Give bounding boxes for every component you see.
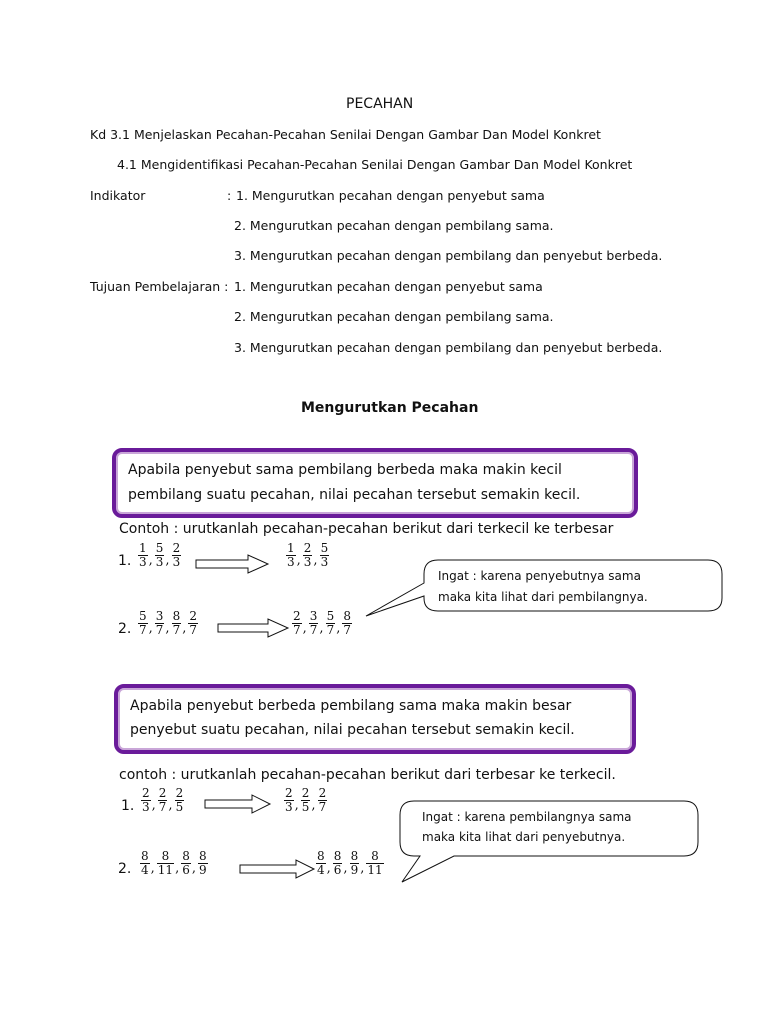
- denominator: 7: [139, 623, 147, 637]
- kd-line-2: 4.1 Mengidentifikasi Pecahan-Pecahan Senilai Dengan Gambar Dan Model Konkret: [117, 157, 633, 172]
- comma-separator: ,: [360, 861, 365, 876]
- denominator: 6: [333, 863, 342, 877]
- numerator: 2: [301, 786, 310, 800]
- bubble-1-line-2: maka kita lihat dari pembilangnya.: [438, 590, 648, 604]
- indikator-item: 2. Mengurutkan pecahan dengan pembilang sama.: [234, 218, 554, 233]
- denominator: 7: [309, 623, 318, 637]
- numerator: 8: [141, 849, 149, 863]
- indikator-label: Indikator: [90, 188, 146, 203]
- comma-separator: ,: [182, 621, 187, 636]
- indikator-item: 1. Mengurutkan pecahan dengan penyebut sama: [236, 188, 545, 203]
- numerator: 5: [326, 609, 335, 623]
- indikator-item: 3. Mengurutkan pecahan dengan pembilang dan penyebut berbeda.: [234, 248, 663, 263]
- numerator: 2: [318, 786, 327, 800]
- comma-separator: ,: [296, 553, 301, 568]
- numerator: 1: [139, 541, 147, 555]
- comma-separator: ,: [165, 621, 170, 636]
- numerator: 3: [155, 609, 164, 623]
- indikator-colon: :: [227, 188, 232, 203]
- arrow-icon: [196, 555, 268, 573]
- numerator: 8: [172, 609, 181, 623]
- denominator: 3: [139, 555, 147, 569]
- rule-2-line-1: Apabila penyebut berbeda pembilang sama maka makin besar: [130, 698, 572, 714]
- numerator: 2: [158, 786, 167, 800]
- bubble-1-line-1: Ingat : karena penyebutnya sama: [438, 569, 641, 583]
- denominator: 3: [287, 555, 295, 569]
- comma-separator: ,: [311, 798, 316, 813]
- numerator: 5: [139, 609, 147, 623]
- numerator: 8: [350, 849, 359, 863]
- denominator: 7: [318, 800, 327, 814]
- comma-separator: ,: [151, 798, 156, 813]
- example-number: 1.: [118, 553, 132, 569]
- denominator: 11: [157, 863, 174, 877]
- denominator: 9: [198, 863, 207, 877]
- comma-separator: ,: [313, 553, 318, 568]
- comma-separator: ,: [150, 861, 155, 876]
- kd-line-1: Kd 3.1 Menjelaskan Pecahan-Pecahan Senilai Dengan Gambar Dan Model Konkret: [90, 127, 601, 142]
- page-title: PECAHAN: [346, 96, 414, 112]
- rule-1-line-2: pembilang suatu pecahan, nilai pecahan tersebut semakin kecil.: [128, 487, 581, 503]
- comma-separator: ,: [336, 621, 341, 636]
- denominator: 5: [301, 800, 310, 814]
- example-number: 2.: [118, 621, 132, 637]
- comma-separator: ,: [175, 861, 180, 876]
- denominator: 5: [175, 800, 184, 814]
- denominator: 3: [142, 800, 150, 814]
- numerator: 1: [287, 541, 295, 555]
- denominator: 6: [182, 863, 190, 877]
- numerator: 2: [142, 786, 150, 800]
- numerator: 8: [317, 849, 325, 863]
- numerator: 8: [182, 849, 190, 863]
- tujuan-item: 3. Mengurutkan pecahan dengan pembilang dan penyebut berbeda.: [234, 340, 663, 355]
- example-number: 2.: [118, 861, 132, 877]
- example-number: 1.: [121, 798, 135, 814]
- numerator: 8: [343, 609, 351, 623]
- denominator: 7: [189, 623, 197, 637]
- denominator: 3: [320, 555, 329, 569]
- comma-separator: ,: [294, 798, 299, 813]
- comma-separator: ,: [165, 553, 170, 568]
- comma-separator: ,: [343, 861, 348, 876]
- section-title: Mengurutkan Pecahan: [301, 400, 479, 416]
- denominator: 7: [158, 800, 167, 814]
- bubble-2-line-1: Ingat : karena pembilangnya sama: [422, 810, 632, 824]
- denominator: 3: [172, 555, 181, 569]
- numerator: 8: [333, 849, 342, 863]
- contoh-2-text: contoh : urutkanlah pecahan-pecahan berikut dari terbesar ke terkecil.: [119, 767, 616, 783]
- numerator: 8: [198, 849, 207, 863]
- numerator: 5: [155, 541, 164, 555]
- rule-1-line-1: Apabila penyebut sama pembilang berbeda maka makin kecil: [128, 462, 562, 478]
- denominator: 9: [350, 863, 359, 877]
- arrow-icon: [205, 795, 270, 813]
- numerator: 2: [172, 541, 181, 555]
- denominator: 4: [141, 863, 149, 877]
- numerator: 2: [189, 609, 197, 623]
- contoh-1-text: Contoh : urutkanlah pecahan-pecahan berikut dari terkecil ke terbesar: [119, 521, 614, 537]
- denominator: 3: [155, 555, 164, 569]
- tujuan-item: 2. Mengurutkan pecahan dengan pembilang sama.: [234, 309, 554, 324]
- numerator: 2: [175, 786, 184, 800]
- denominator: 7: [343, 623, 351, 637]
- numerator: 5: [320, 541, 329, 555]
- tujuan-item: 1. Mengurutkan pecahan dengan penyebut sama: [234, 279, 543, 294]
- denominator: 7: [293, 623, 301, 637]
- comma-separator: ,: [191, 861, 196, 876]
- numerator: 2: [303, 541, 312, 555]
- numerator: 8: [161, 849, 170, 863]
- denominator: 7: [326, 623, 335, 637]
- rule-2-line-2: penyebut suatu pecahan, nilai pecahan tersebut semakin kecil.: [130, 722, 575, 738]
- tujuan-label: Tujuan Pembelajaran :: [90, 279, 229, 294]
- comma-separator: ,: [302, 621, 307, 636]
- denominator: 11: [367, 863, 383, 877]
- arrow-icon: [218, 619, 288, 637]
- comma-separator: ,: [326, 861, 331, 876]
- denominator: 7: [172, 623, 181, 637]
- numerator: 2: [293, 609, 301, 623]
- denominator: 7: [155, 623, 164, 637]
- numerator: 3: [309, 609, 318, 623]
- arrow-icon: [240, 860, 314, 878]
- denominator: 4: [317, 863, 325, 877]
- numerator: 8: [371, 849, 379, 863]
- comma-separator: ,: [148, 553, 153, 568]
- bubble-2-line-2: maka kita lihat dari penyebutnya.: [422, 830, 626, 844]
- denominator: 3: [285, 800, 293, 814]
- comma-separator: ,: [319, 621, 324, 636]
- denominator: 3: [303, 555, 312, 569]
- comma-separator: ,: [148, 621, 153, 636]
- comma-separator: ,: [168, 798, 173, 813]
- numerator: 2: [285, 786, 293, 800]
